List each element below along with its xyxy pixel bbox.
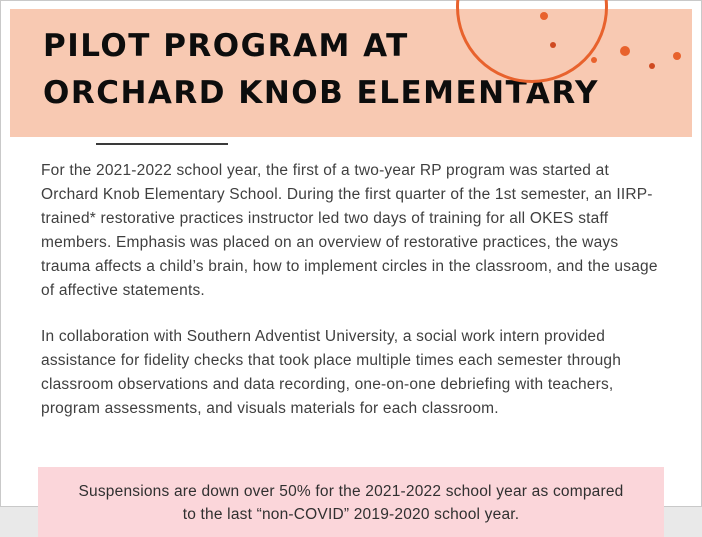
decorative-dot <box>591 57 597 63</box>
decorative-dot <box>649 63 655 69</box>
paragraph-pilot-program: For the 2021-2022 school year, the first of a two-year RP program was started at Orchard Knob Elementary School. During the first quarter of the 1st semester, an IIRP-trained* restorative practices instructor led two days of training for all OKES staff members. Emphasis was placed on an overview of restorative practices, the ways trauma affects a child’s brain, how to implement circles in the classroom, and the usage of affective statements. <box>41 162 658 299</box>
header-banner <box>10 9 692 137</box>
suspensions-highlight-box <box>38 467 664 537</box>
decorative-dot <box>550 42 556 48</box>
page-title-line1: PILOT PROGRAM AT <box>43 28 409 64</box>
page-title-line2: ORCHARD KNOB ELEMENTARY <box>43 75 599 111</box>
decorative-dot <box>673 52 681 60</box>
suspensions-highlight-text: Suspensions are down over 50% for the 2021-2022 school year as compared to the last “non-COVID” 2019-2020 school year. <box>78 483 624 523</box>
decorative-dot <box>540 12 548 20</box>
header-underline <box>96 143 228 145</box>
decorative-dot <box>620 46 630 56</box>
paragraph-collaboration: In collaboration with Southern Adventist University, a social work intern provided assistance for fidelity checks that took place multiple times each semester through classroom observations and data recording, one-on-one debriefing with teachers, program assessments, and visuals materials for each classroom. <box>41 328 622 417</box>
body-content <box>41 159 663 421</box>
